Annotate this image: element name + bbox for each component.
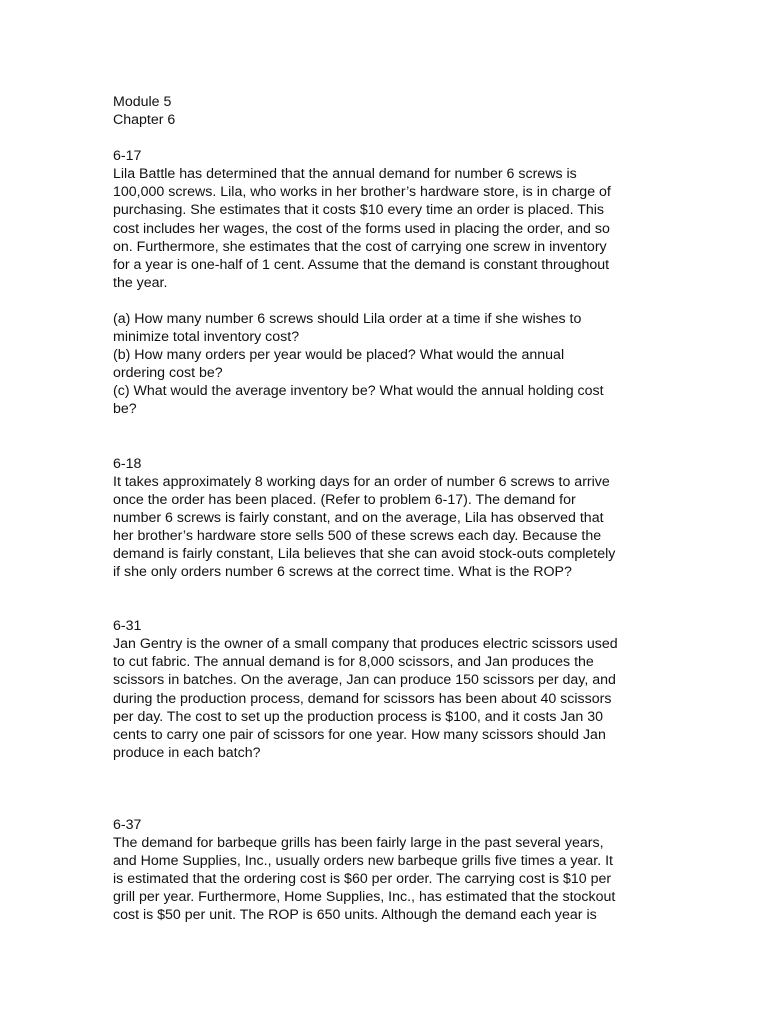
text-line: Lila Battle has determined that the annual demand for number 6 screws is (113, 166, 577, 183)
problem-body (113, 165, 653, 292)
text-line: purchasing. She estimates that it costs $10 every time an order is placed. This (113, 202, 605, 219)
text-line: during the production process, demand for scissors has been about 40 scissors (113, 690, 612, 707)
text-line: is estimated that the ordering cost is $60 per order. The carrying cost is $10 per (113, 871, 612, 888)
question-line: (c) What would the average inventory be? What would the annual holding cost (113, 383, 604, 400)
text-line: cost includes her wages, the cost of the forms used in placing the order, and so (113, 220, 610, 237)
module-title: Module 5 (113, 94, 172, 110)
text-line: if she only orders number 6 screws at the correct time. What is the ROP? (113, 564, 572, 581)
text-line: the year. (113, 274, 168, 291)
text-line: produce in each batch? (113, 744, 261, 761)
problem-body (113, 635, 653, 762)
text-line: number 6 screws is fairly constant, and on the average, Lila has observed that (113, 509, 604, 526)
text-line: and Home Supplies, Inc., usually orders new barbeque grills five times a year. It (113, 853, 613, 870)
question-line: (a) How many number 6 screws should Lila order at a time if she wishes to (113, 310, 582, 327)
text-line: The demand for barbeque grills has been fairly large in the past several years, (113, 835, 604, 851)
text-line: It takes approximately 8 working days for an order of number 6 screws to arrive (113, 473, 610, 490)
text-line: cents to carry one pair of scissors for one year. How many scissors should Jan (113, 726, 606, 743)
problem-body (113, 473, 653, 582)
text-line: on. Furthermore, she estimates that the cost of carrying one screw in inventory (113, 238, 607, 255)
document-page (113, 93, 653, 924)
question-line: be? (113, 401, 137, 418)
problem-questions (113, 310, 653, 419)
problem-6-37 (113, 816, 653, 925)
problem-6-17 (113, 147, 653, 418)
text-line: to cut fabric. The annual demand is for 8,000 scissors, and Jan produces the (113, 654, 594, 671)
text-line: for a year is one-half of 1 cent. Assume that the demand is constant throughout (113, 256, 610, 273)
text-line: Jan Gentry is the owner of a small company that produces electric scissors used (113, 636, 618, 653)
question-line: ordering cost be? (113, 365, 223, 382)
problem-number: 6-17 (113, 148, 142, 165)
chapter-title: Chapter 6 (113, 112, 176, 129)
problem-number: 6-18 (113, 455, 142, 472)
text-line: per day. The cost to set up the production process is $100, and it costs Jan 30 (113, 708, 604, 725)
text-line: demand is fairly constant, Lila believes that she can avoid stock-outs completely (113, 545, 616, 562)
text-line: grill per year. Furthermore, Home Supplies, Inc., has estimated that the stockout (113, 889, 616, 906)
document-header (113, 93, 653, 129)
problem-6-18 (113, 455, 653, 582)
text-line: 100,000 screws. Lila, who works in her brother’s hardware store, is in charge of (113, 184, 611, 201)
problem-number: 6-31 (113, 618, 142, 635)
text-line: her brother’s hardware store sells 500 of these screws each day. Because the (113, 527, 602, 544)
text-line: scissors in batches. On the average, Jan can produce 150 scissors per day, and (113, 672, 616, 689)
problem-6-31 (113, 617, 653, 762)
text-line: once the order has been placed. (Refer to problem 6-17). The demand for (113, 491, 576, 508)
problem-number: 6-37 (113, 816, 142, 833)
problem-body (113, 834, 653, 924)
question-line: minimize total inventory cost? (113, 329, 300, 346)
text-line: cost is $50 per unit. The ROP is 650 units. Although the demand each year is (113, 907, 597, 924)
question-line: (b) How many orders per year would be placed? What would the annual (113, 347, 565, 364)
